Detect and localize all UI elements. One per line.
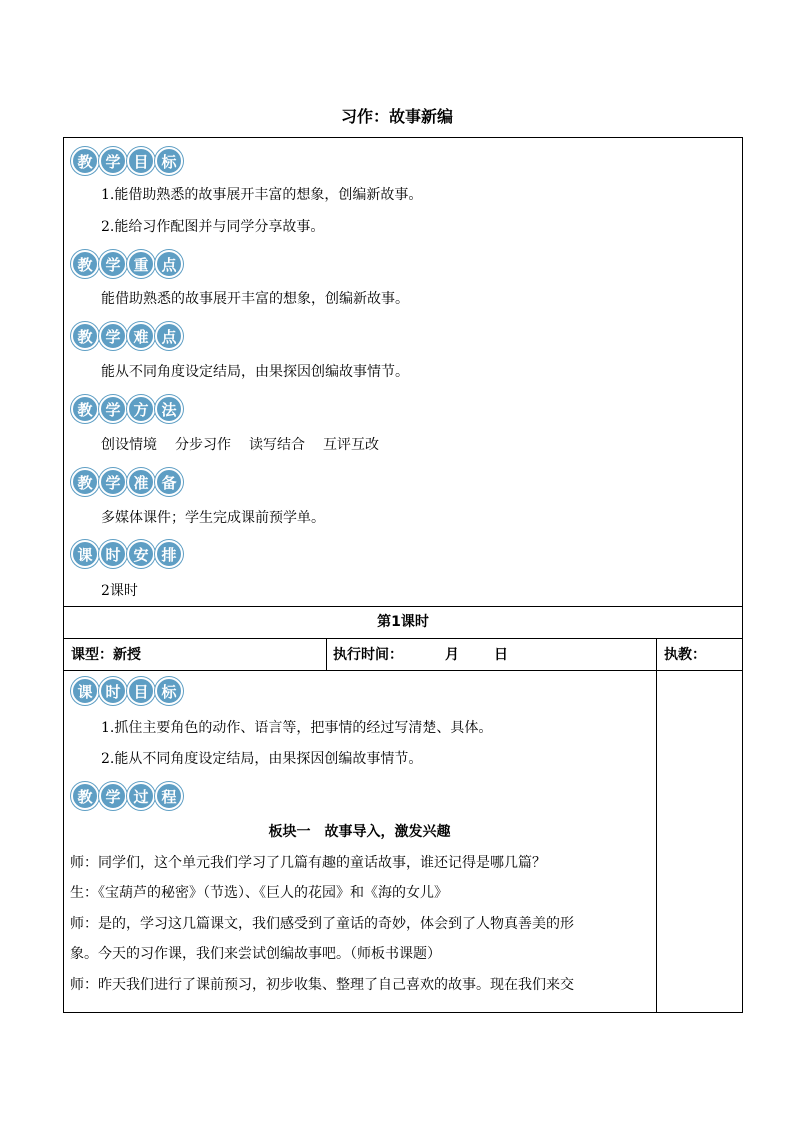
dialogue-line: 师：是的，学习这几篇课文，我们感受到了童话的奇妙，体会到了人物真善美的形 (70, 916, 574, 932)
objective-item: 2.能给习作配图并与同学分享故事。 (101, 219, 325, 235)
lesson-objective-item: 2.能从不同角度设定结局，由果探因创编故事情节。 (101, 751, 423, 767)
process-badge (71, 782, 183, 810)
table-divider (63, 638, 743, 639)
table-divider (63, 670, 743, 671)
badge-char: 学 (99, 147, 127, 175)
preparation-text: 多媒体课件；学生完成课前预学单。 (101, 510, 325, 526)
methods-list (101, 435, 397, 455)
badge-char: 备 (155, 468, 183, 496)
dialogue-line: 象。今天的习作课，我们来尝试创编故事吧。（师板书课题） (70, 946, 441, 962)
key-points-badge (71, 250, 183, 278)
badge-char: 教 (71, 250, 99, 278)
lesson-objective-item: 1.抓住主要角色的动作、语言等，把事情的经过写清楚、具体。 (101, 720, 493, 736)
schedule-text: 2课时 (101, 583, 138, 599)
badge-char: 重 (127, 250, 155, 278)
badge-char: 准 (127, 468, 155, 496)
difficulties-badge (71, 322, 183, 350)
table-divider (656, 638, 657, 1013)
difficulties-text: 能从不同角度设定结局，由果探因创编故事情节。 (101, 364, 409, 380)
badge-char: 法 (155, 395, 183, 423)
badge-char: 点 (155, 322, 183, 350)
badge-char: 目 (127, 147, 155, 175)
badge-char: 教 (71, 322, 99, 350)
teacher-label: 执教： (664, 647, 706, 663)
lesson-type: 课型：新授 (71, 647, 141, 663)
lesson-objectives-badge (71, 677, 183, 705)
badge-char: 时 (99, 540, 127, 568)
badge-char: 教 (71, 395, 99, 423)
badge-char: 标 (155, 677, 183, 705)
table-divider (326, 638, 327, 670)
badge-char: 目 (127, 677, 155, 705)
badge-char: 方 (127, 395, 155, 423)
badge-char: 过 (127, 782, 155, 810)
badge-char: 时 (99, 677, 127, 705)
month-label: 月 (445, 647, 459, 663)
key-points-text: 能借助熟悉的故事展开丰富的想象，创编新故事。 (101, 291, 409, 307)
badge-char: 学 (99, 468, 127, 496)
badge-char: 程 (155, 782, 183, 810)
method-item: 创设情境 (101, 437, 157, 453)
method-item: 分步习作 (175, 437, 231, 453)
badge-char: 排 (155, 540, 183, 568)
badge-char: 教 (71, 468, 99, 496)
badge-char: 教 (71, 147, 99, 175)
badge-char: 点 (155, 250, 183, 278)
badge-char: 学 (99, 782, 127, 810)
badge-char: 教 (71, 782, 99, 810)
badge-char: 标 (155, 147, 183, 175)
badge-char: 学 (99, 250, 127, 278)
objective-item: 1.能借助熟悉的故事展开丰富的想象，创编新故事。 (101, 187, 423, 203)
method-item: 读写结合 (249, 437, 305, 453)
methods-badge (71, 395, 183, 423)
objectives-badge (71, 147, 183, 175)
block-title: 板块一 故事导入，激发兴趣 (268, 824, 451, 840)
badge-char: 安 (127, 540, 155, 568)
lesson-header: 第1课时 (377, 614, 429, 630)
badge-char: 课 (71, 540, 99, 568)
dialogue-line: 生：《宝葫芦的秘密》（节选）、《巨人的花园》和《海的女儿》 (70, 885, 448, 901)
day-label: 日 (494, 647, 508, 663)
dialogue-line: 师：同学们，这个单元我们学习了几篇有趣的童话故事，谁还记得是哪几篇？ (70, 855, 546, 871)
badge-char: 难 (127, 322, 155, 350)
method-item: 互评互改 (323, 437, 379, 453)
preparation-badge (71, 468, 183, 496)
dialogue-line: 师：昨天我们进行了课前预习，初步收集、整理了自己喜欢的故事。现在我们来交 (70, 977, 574, 993)
page-title: 习作：故事新编 (340, 107, 453, 126)
badge-char: 学 (99, 322, 127, 350)
schedule-badge (71, 540, 183, 568)
table-divider (63, 606, 743, 607)
badge-char: 课 (71, 677, 99, 705)
execution-time-label: 执行时间： (333, 647, 403, 663)
badge-char: 学 (99, 395, 127, 423)
